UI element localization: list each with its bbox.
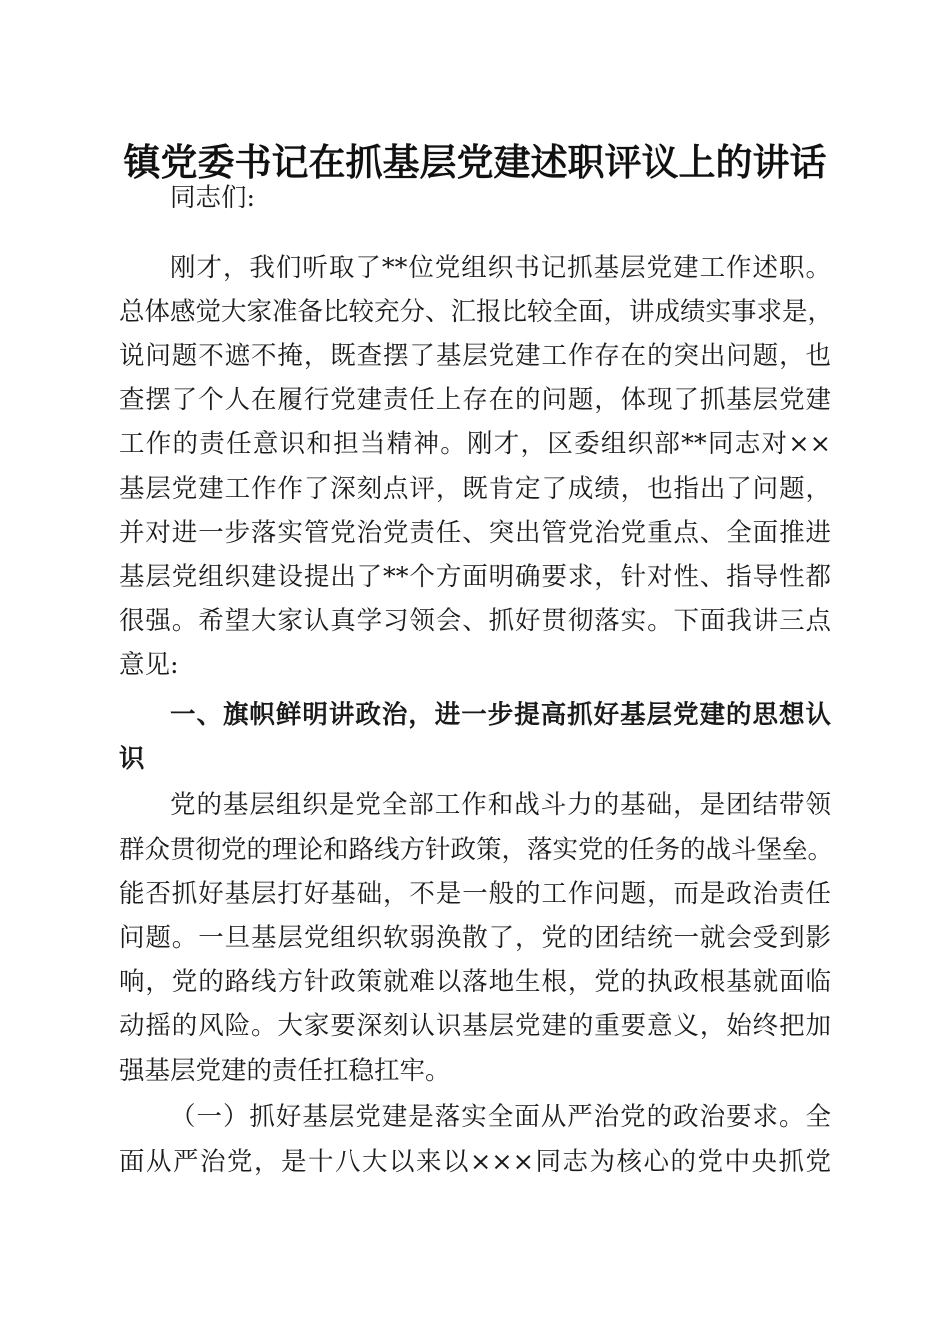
section-heading: 识 — [119, 744, 145, 774]
paragraph-line: 面从严治党，是十八大以来以×××同志为核心的党中央抓党 — [119, 1147, 831, 1177]
paragraph-line: 基层党建工作作了深刻点评，既肯定了成绩，也指出了问题， — [119, 474, 831, 504]
paragraph-line: 查摆了个人在履行党建责任上存在的问题，体现了抓基层党建 — [119, 385, 831, 415]
paragraph-line: 说问题不遮不掩，既查摆了基层党建工作存在的突出问题，也 — [119, 341, 831, 371]
paragraph-line: 党的基层组织是党全部工作和战斗力的基础，是团结带领 — [170, 790, 831, 820]
paragraph-line: 工作的责任意识和担当精神。刚才，区委组织部**同志对×× — [119, 429, 831, 459]
subsection-line: （一）抓好基层党建是落实全面从严治党的政治要求。全 — [170, 1102, 831, 1132]
paragraph-line: 意见: — [119, 650, 179, 680]
paragraph-line: 基层党组织建设提出了**个方面明确要求，针对性、指导性都 — [119, 562, 831, 592]
section-heading: 一、旗帜鲜明讲政治，进一步提高抓好基层党建的思想认 — [170, 700, 831, 730]
paragraph-line: 刚才，我们听取了**位党组织书记抓基层党建工作述职。 — [170, 253, 831, 283]
salutation: 同志们: — [170, 183, 256, 213]
paragraph-line: 强基层党建的责任扛稳扛牢。 — [119, 1056, 451, 1086]
paragraph-line: 响，党的路线方针政策就难以落地生根，党的执政根基就面临 — [119, 967, 831, 997]
paragraph-line: 能否抓好基层打好基础，不是一般的工作问题，而是政治责任 — [119, 879, 831, 909]
paragraph-line: 问题。一旦基层党组织软弱涣散了，党的团结统一就会受到影 — [119, 923, 831, 953]
paragraph-line: 群众贯彻党的理论和路线方针政策，落实党的任务的战斗堡垒。 — [119, 835, 834, 865]
paragraph-line: 动摇的风险。大家要深刻认识基层党建的重要意义，始终把加 — [119, 1011, 831, 1041]
paragraph-line: 很强。希望大家认真学习领会、抓好贯彻落实。下面我讲三点 — [119, 606, 831, 636]
paragraph-line: 并对进一步落实管党治党责任、突出管党治党重点、全面推进 — [119, 518, 831, 548]
paragraph-line: 总体感觉大家准备比较充分、汇报比较全面，讲成绩实事求是， — [119, 297, 834, 327]
document-title: 镇党委书记在抓基层党建述职评议上的讲话 — [123, 140, 827, 184]
